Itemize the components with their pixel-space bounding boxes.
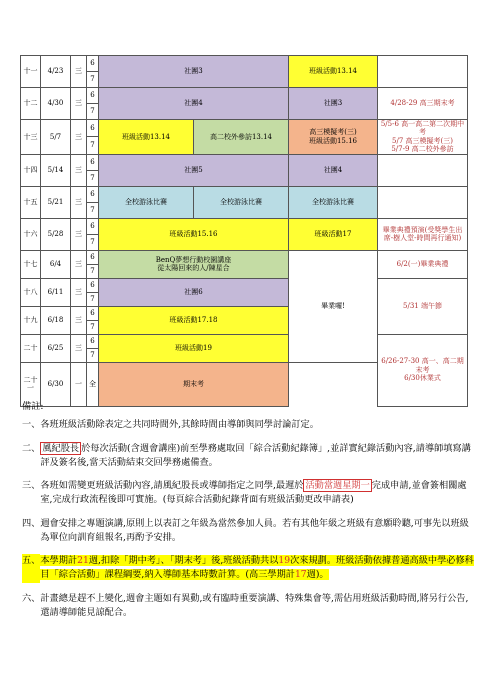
highlight-number: 19 <box>278 555 291 566</box>
day-cell: 三 <box>71 278 87 306</box>
note-item <box>22 517 477 546</box>
note-text-body: (高三學期計 <box>245 569 295 581</box>
day-cell: 三 <box>71 218 87 250</box>
week-label: 十七 <box>21 250 41 278</box>
period-cell: 7 <box>87 320 99 334</box>
note-number: 六、 <box>22 592 41 604</box>
note-text: 週會安排之專題演講,原則上以表訂之年級為當然參加人員。若有其他年級之班級有意願聆聽,可事先以班級為單位向訓育組報名,再酌予安排。 <box>40 517 469 543</box>
note-number: 二、 <box>22 442 41 454</box>
week-label: 十五 <box>21 186 41 218</box>
day-cell: 三 <box>71 88 87 120</box>
week-label: 十九 <box>21 306 41 334</box>
period-cell: 7 <box>87 137 99 154</box>
period-cell: 7 <box>87 170 99 186</box>
activity-cell: 期末考 <box>99 362 289 406</box>
note-text-body: 本學期計 <box>40 555 78 566</box>
date-cell: 6/4 <box>41 250 71 278</box>
period-cell: 全 <box>87 362 99 406</box>
activity-cell: 社團6 <box>99 278 289 306</box>
boxed-term: 活動當週星期一 <box>305 480 370 491</box>
graduation-cell: 畢業囉! <box>289 250 378 362</box>
note-item <box>22 418 477 432</box>
period-cell: 6 <box>87 120 99 137</box>
note-number: 四、 <box>22 517 41 529</box>
activity-cell: 班級活動17.18 <box>99 306 289 334</box>
note-item <box>22 554 477 583</box>
note-text <box>40 442 477 471</box>
note-cell: 畢業典禮預演(受獎學生出席-樹人堂-時間再行通知) <box>378 218 468 250</box>
period-cell: 6 <box>87 186 99 202</box>
activity-cell: 社團3 <box>289 88 378 120</box>
note-cell: 4/28-29 高三期末考 <box>378 88 468 120</box>
day-cell: 三 <box>71 120 87 155</box>
note-text: 各班班級活動除表定之共同時間外,其餘時間由導師與同學討論訂定。 <box>40 419 319 431</box>
activity-cell: 高三模擬考(三) 班級活動15.16 <box>289 120 378 155</box>
week-label: 十二 <box>21 88 41 120</box>
period-cell: 7 <box>87 264 99 278</box>
note-text <box>40 554 477 583</box>
notes-section <box>22 400 477 629</box>
notes-title: 備註: <box>22 401 44 412</box>
period-cell: 6 <box>87 154 99 170</box>
note-text: 計畫總是趕不上變化,週會主題如有異動,或有臨時重要演講、特殊集會等,需佔用班級活動時間,將另行公告,還請導師能見諒配合。 <box>40 592 469 618</box>
note-item <box>22 479 477 508</box>
day-cell: 三 <box>71 56 87 88</box>
date-cell: 5/7 <box>41 120 71 155</box>
activity-cell: 社團4 <box>99 88 289 120</box>
week-label: 二十一 <box>21 362 41 406</box>
date-cell: 6/25 <box>41 334 71 362</box>
week-label: 十四 <box>21 154 41 186</box>
activity-cell: 社團5 <box>99 154 289 186</box>
period-cell: 7 <box>87 72 99 88</box>
period-cell: 7 <box>87 104 99 120</box>
week-label: 十六 <box>21 218 41 250</box>
date-cell: 5/21 <box>41 186 71 218</box>
period-cell: 6 <box>87 218 99 234</box>
period-cell: 7 <box>87 292 99 306</box>
period-cell: 7 <box>87 348 99 362</box>
period-cell: 6 <box>87 88 99 104</box>
period-cell: 6 <box>87 56 99 72</box>
schedule-table <box>20 55 468 407</box>
note-cell: 5/31 端午節 <box>378 278 468 334</box>
note-text-body: 各班如需變更班級活動內容,請風紀股長或導師指定之同學,最遲於 <box>40 480 304 491</box>
note-cell <box>378 186 468 218</box>
activity-cell: 班級活動13.14 <box>99 120 194 155</box>
period-cell: 7 <box>87 202 99 218</box>
day-cell: 三 <box>71 250 87 278</box>
note-cell <box>378 56 468 88</box>
activity-cell: 班級活動17 <box>289 218 378 250</box>
note-number: 一、 <box>22 419 41 431</box>
note-cell: 6/2(一)畢業典禮 <box>378 250 468 278</box>
highlight-number: 17 <box>294 569 307 581</box>
activity-cell: 社團3 <box>99 56 289 88</box>
note-text-body: 週)。 <box>306 569 329 581</box>
week-label: 十八 <box>21 278 41 306</box>
date-cell: 6/30 <box>41 362 71 406</box>
boxed-term: 風紀股長 <box>42 442 80 454</box>
week-label: 十三 <box>21 120 41 155</box>
date-cell: 5/14 <box>41 154 71 186</box>
note-text-body: 次來規劃。班級活動依據普通高級中學必修科目「綜合活動」課程綱要,納入導師基本時數計算。 <box>40 555 474 581</box>
note-text-body: 週,扣除「期中考」、「期末考」後,班級活動共以 <box>88 555 279 566</box>
note-number: 五、 <box>22 554 40 583</box>
note-item <box>22 442 477 471</box>
note-cell <box>378 154 468 186</box>
date-cell: 6/11 <box>41 278 71 306</box>
date-cell: 5/28 <box>41 218 71 250</box>
period-cell: 6 <box>87 278 99 292</box>
note-cell: 5/5-6 高一高二第二次期中考 5/7 高三模擬考(三) 5/7-9 高二校外參訪 <box>378 120 468 155</box>
period-cell: 6 <box>87 306 99 320</box>
date-cell: 4/30 <box>41 88 71 120</box>
activity-cell: 全校游泳比賽 <box>194 186 289 218</box>
highlight-number: 21 <box>77 555 89 566</box>
activity-cell: 高二校外參訪13.14 <box>194 120 289 155</box>
note-item <box>22 592 477 621</box>
period-cell: 6 <box>87 250 99 264</box>
activity-cell: 全校游泳比賽 <box>99 186 194 218</box>
activity-cell: 社團4 <box>289 154 378 186</box>
day-cell: 三 <box>71 306 87 334</box>
day-cell: 三 <box>71 154 87 186</box>
day-cell: 一 <box>71 362 87 406</box>
date-cell: 4/23 <box>41 56 71 88</box>
day-cell: 三 <box>71 186 87 218</box>
activity-cell: 全校游泳比賽 <box>289 186 378 218</box>
period-cell: 6 <box>87 334 99 348</box>
date-cell: 6/18 <box>41 306 71 334</box>
activity-cell: 班級活動13.14 <box>289 56 378 88</box>
note-text-body: 於每次活動(含週會講座)前至學務處取回「綜合活動紀錄簿」,並詳實紀錄活動內容,請導師填寫講評及簽名後,當天活動結束交回學務處備查。 <box>40 442 471 468</box>
note-cell: 6/26-27-30 高一、高二期末考 6/30休業式 <box>378 334 468 406</box>
day-cell: 三 <box>71 334 87 362</box>
activity-cell: 班級活動15.16 <box>99 218 289 250</box>
period-cell: 7 <box>87 234 99 250</box>
week-label: 二十 <box>21 334 41 362</box>
note-text <box>40 479 477 508</box>
note-number: 三、 <box>22 480 41 491</box>
activity-cell: 班級活動19 <box>99 334 289 362</box>
note-text-body: 完成申請,並會簽相關處室,完成行政流程後即可實施。(每頁綜合活動紀錄背面有班級活動更改申請表) <box>40 480 467 506</box>
activity-cell: BenQ夢想行動校園講座 從太陽回來的人/陳星合 <box>99 250 289 278</box>
week-label: 十一 <box>21 56 41 88</box>
